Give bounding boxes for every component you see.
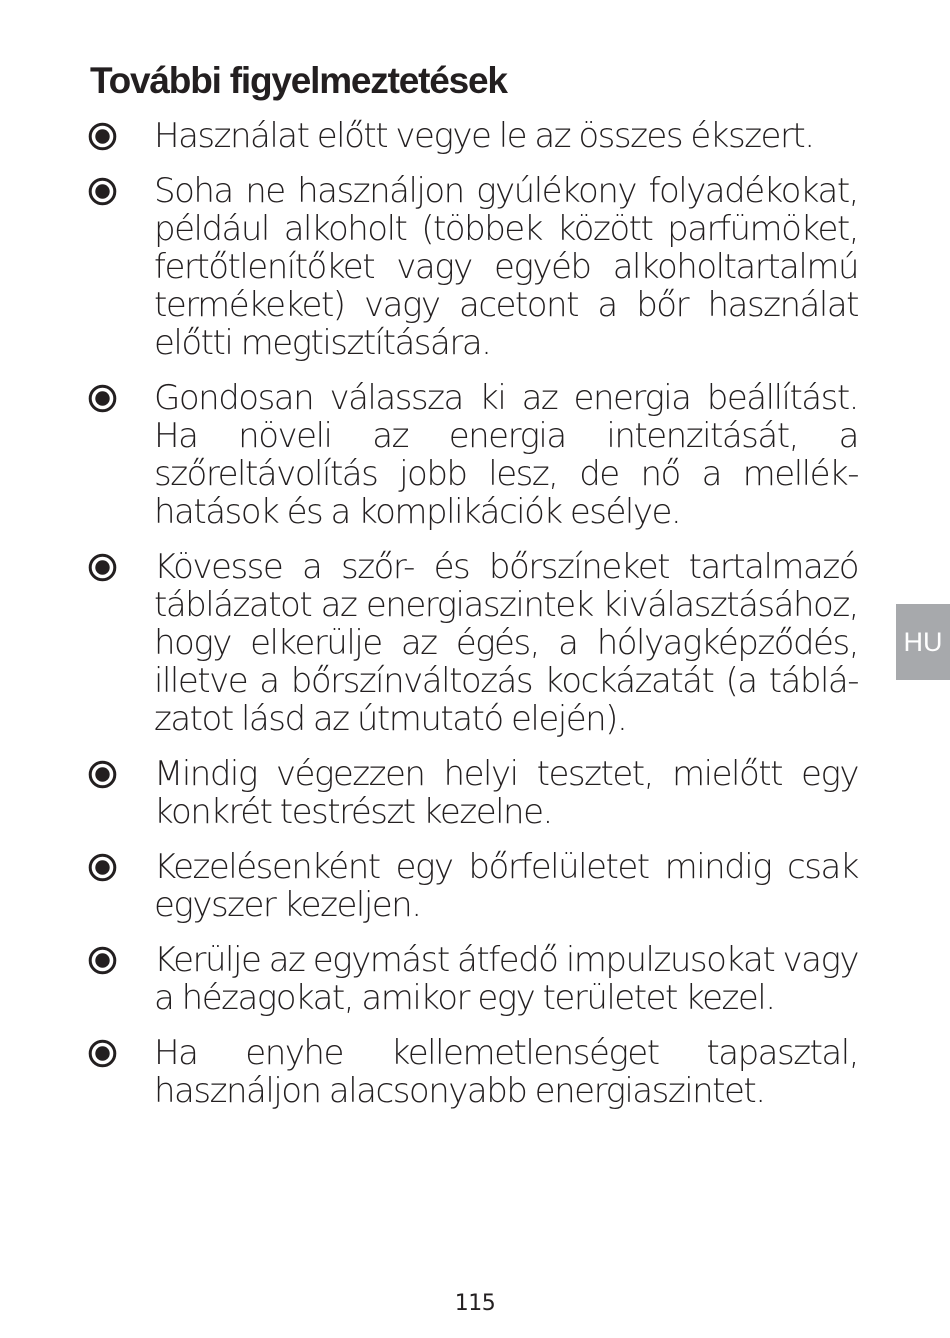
- target-bullet-icon: [88, 384, 117, 413]
- target-bullet-icon: [88, 122, 117, 151]
- warning-text: Kezelésenként egy bőrfelületet mindig csak egyszer kezeljen.: [154, 847, 858, 925]
- warning-text: Mindig végezzen helyi tesztet, mielőtt egy konkrét testrészt kezelne.: [154, 754, 858, 832]
- target-bullet-icon: [88, 946, 117, 975]
- section-heading: További figyelmeztetések: [90, 60, 507, 101]
- warning-text: Kövesse a szőr- és bőrszíneket tartalmazó táblázatot az energiaszintek kiválasztásához, hogy elkerülje az égés, a hólyagképződés, illetve a bőrszínváltozás kockázatát (a táblá-zatot lásd az útmutató elején).: [154, 547, 858, 739]
- warning-text: Kerülje az egymást átfedő impulzusokat vagy a hézagokat, amikor egy területet kezel.: [154, 940, 858, 1018]
- warning-text: Gondosan válassza ki az energia beállítást. Ha növeli az energia intenzitását, a szőreltávolítás jobb lesz, de nő a mellék-hatások és a komplikációk esélye.: [154, 378, 858, 532]
- warning-text: Soha ne használjon gyúlékony folyadékokat, például alkoholt (többek között parfümöket, fertőtlenítőket vagy egyéb alkoholtartalmú termékeket) vagy acetont a bőr használat előtti megtisztítására.: [154, 171, 858, 363]
- list-item: [88, 1034, 858, 1110]
- language-tab: HU: [896, 604, 950, 680]
- list-item: [88, 379, 858, 531]
- warning-list: [88, 117, 858, 1127]
- target-bullet-icon: [88, 553, 117, 582]
- list-item: [88, 548, 858, 738]
- list-item: [88, 172, 858, 362]
- target-bullet-icon: [88, 853, 117, 882]
- warning-text: Használat előtt vegye le az összes ékszert.: [154, 116, 814, 156]
- target-bullet-icon: [88, 760, 117, 789]
- list-item: [88, 117, 858, 155]
- list-item: [88, 755, 858, 831]
- target-bullet-icon: [88, 1039, 117, 1068]
- target-bullet-icon: [88, 177, 117, 206]
- warning-text: Ha enyhe kellemetlenséget tapasztal, használjon alacsonyabb energiaszintet.: [154, 1033, 858, 1111]
- page-number: 115: [454, 1291, 496, 1316]
- list-item: [88, 848, 858, 924]
- list-item: [88, 941, 858, 1017]
